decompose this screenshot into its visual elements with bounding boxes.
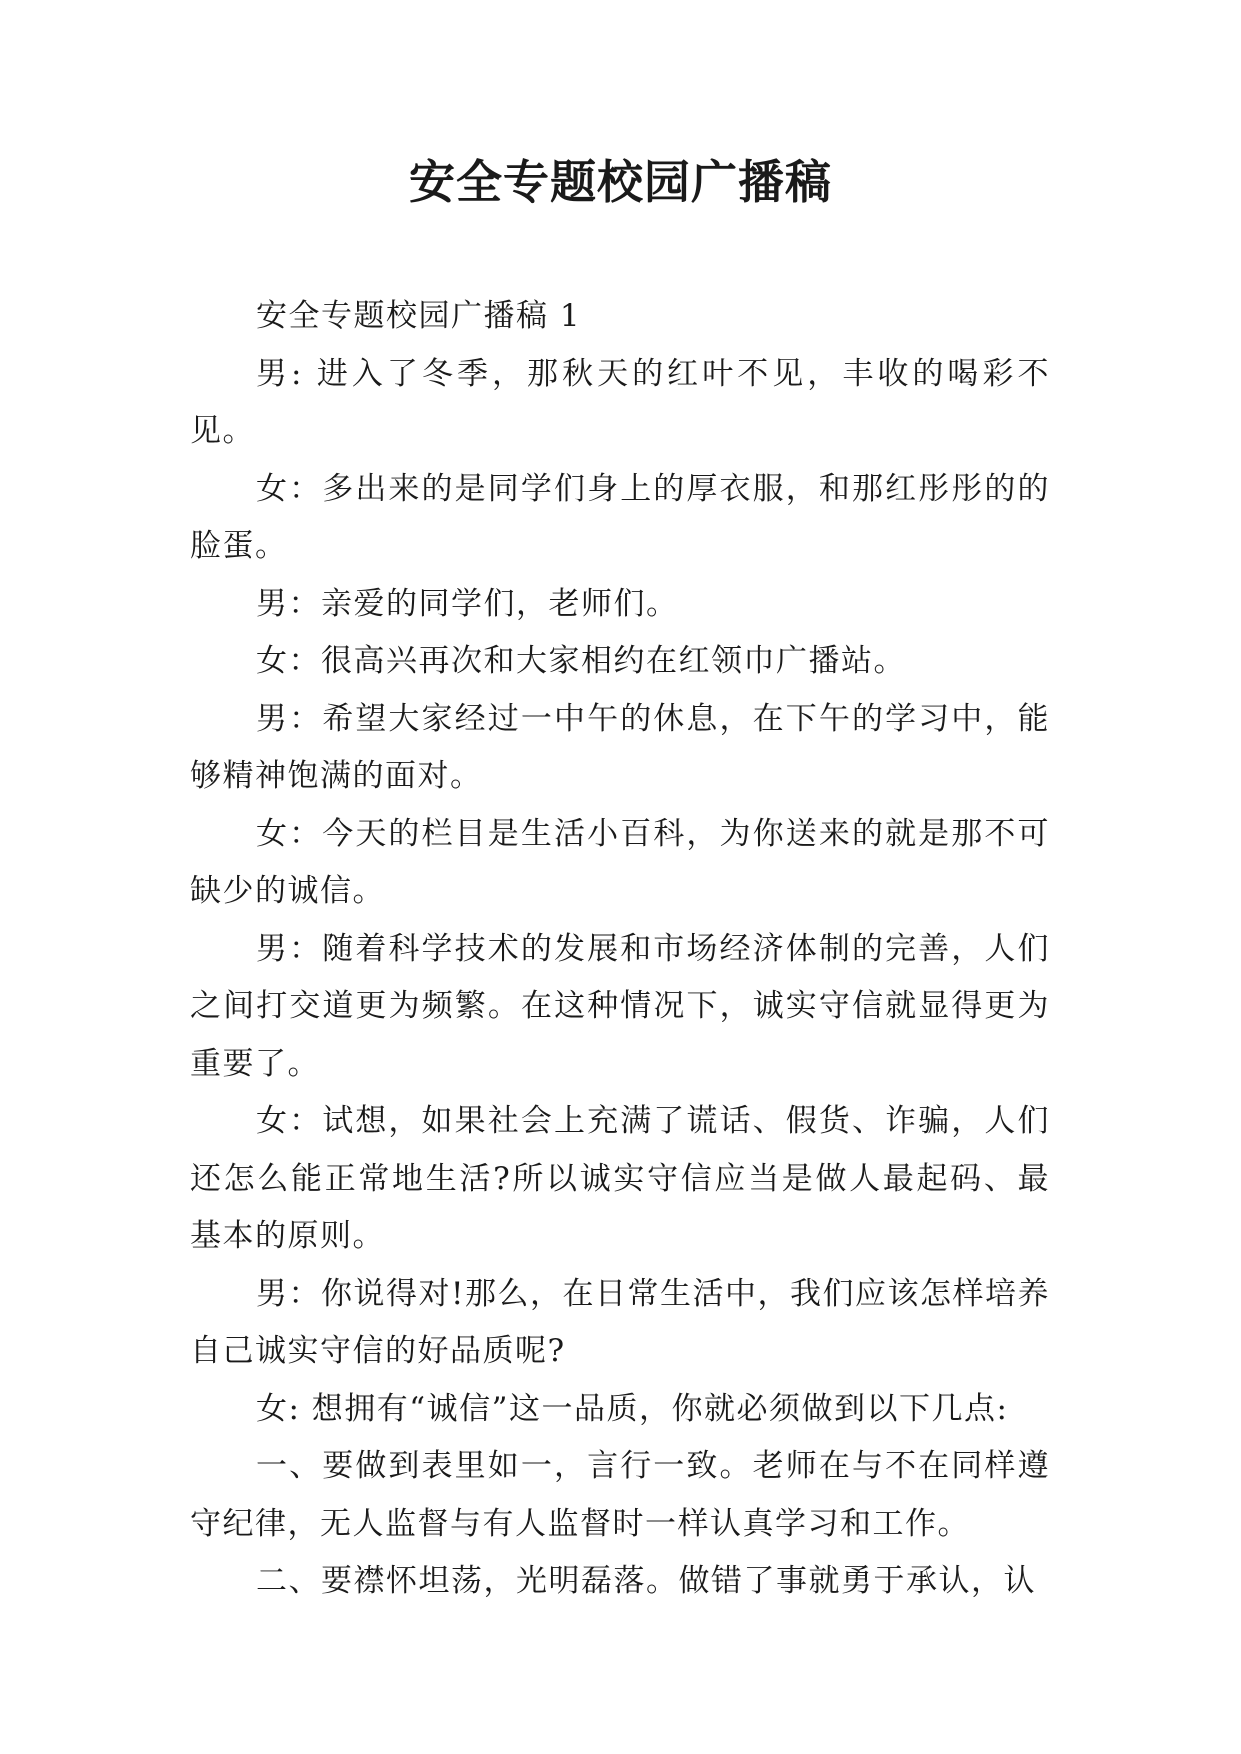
paragraph: 男：亲爱的同学们，老师们。 <box>256 585 679 622</box>
paragraph: 安全专题校园广播稿 1 <box>256 298 582 334</box>
paragraph: 男：随着科学技术的发展和市场经济体制的完善，人们之间打交道更为频繁。在这种情况下，诚实守信就显得更为重要了。 <box>190 930 1050 1082</box>
paragraph: 女: 想拥有“诚信”这一品质，你就必须做到以下几点: <box>256 1390 1009 1427</box>
paragraph: 二、要襟怀坦荡，光明磊落。做错了事就勇于承认，认 <box>256 1563 1036 1599</box>
paragraph: 女：试想，如果社会上充满了谎话、假货、诈骗，人们还怎么能正常地生活?所以诚实守信应当是做人最起码、最基本的原则。 <box>190 1103 1050 1254</box>
paragraph: 一、要做到表里如一，言行一致。老师在与不在同样遵守纪律，无人监督与有人监督时一样认真学习和工作。 <box>190 1448 1050 1542</box>
document-title: 安全专题校园广播稿 <box>409 155 832 209</box>
paragraph: 男：希望大家经过一中午的休息，在下午的学习中，能够精神饱满的面对。 <box>190 700 1050 794</box>
paragraph: 男: 进入了冬季，那秋天的红叶不见，丰收的喝彩不见。 <box>190 355 1050 449</box>
paragraph: 男：你说得对!那么，在日常生活中，我们应该怎样培养自己诚实守信的好品质呢? <box>190 1275 1050 1369</box>
paragraph: 女：今天的栏目是生活小百科，为你送来的就是那不可缺少的诚信。 <box>190 815 1050 909</box>
document-body <box>190 288 1050 1611</box>
paragraph: 女：多出来的是同学们身上的厚衣服，和那红彤彤的的脸蛋。 <box>190 470 1050 564</box>
paragraph: 女：很高兴再次和大家相约在红领巾广播站。 <box>256 643 906 679</box>
